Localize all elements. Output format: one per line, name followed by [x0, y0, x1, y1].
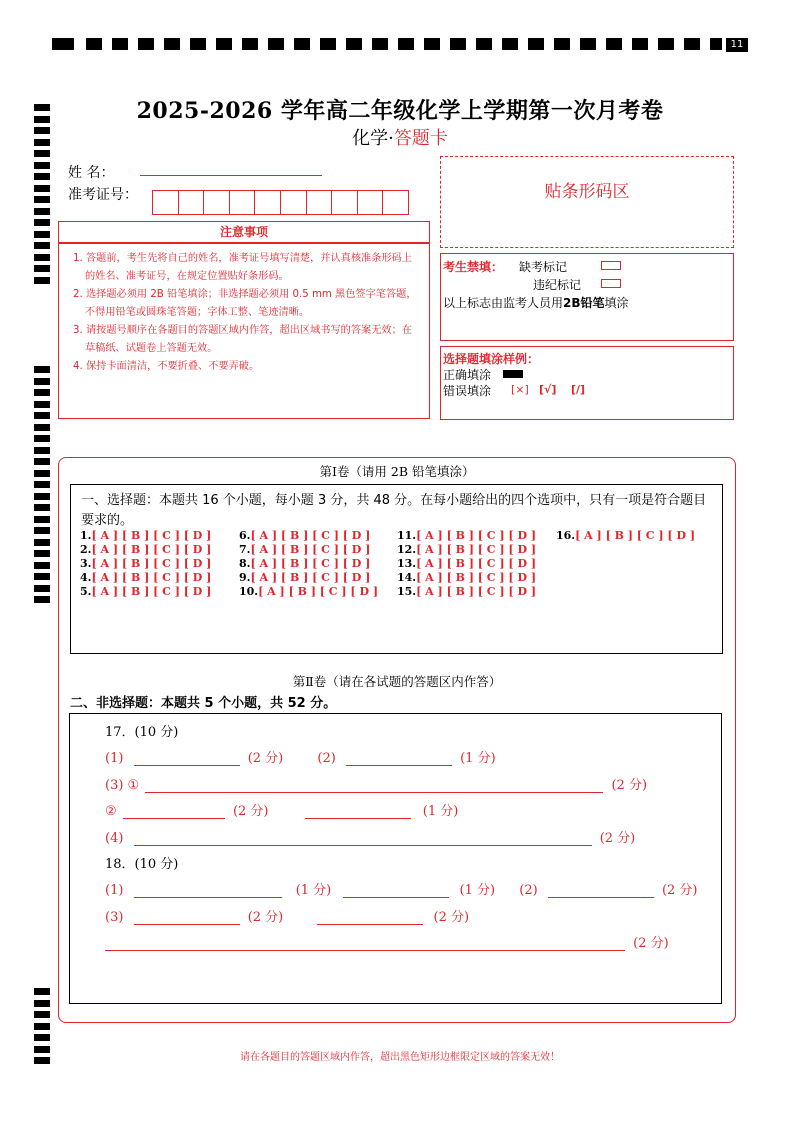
- id-digit-box[interactable]: [331, 190, 358, 215]
- name-label: 姓 名：: [68, 165, 115, 181]
- mc-question-row[interactable]: 15.[ A ] [ B ] [ C ] [ D ]: [397, 585, 537, 598]
- violation-mark-label: 违纪标记: [533, 278, 582, 292]
- timing-mark: [34, 254, 50, 261]
- timing-mark: [34, 447, 50, 454]
- mc-question-row[interactable]: 5.[ A ] [ B ] [ C ] [ D ]: [80, 585, 212, 598]
- id-number-boxes[interactable]: [152, 190, 408, 215]
- page-title: 2025-2026 学年高二年级化学上学期第一次月考卷: [136, 98, 664, 124]
- q18-p4-score: (2 分): [633, 936, 669, 951]
- q18-p4-blank[interactable]: [105, 937, 625, 951]
- fill-example-box: [440, 346, 734, 420]
- q17-header: 17．(10 分): [105, 725, 179, 740]
- footer-warning: 请在各题目的答题区域内作答，超出黑色矩形边框限定区域的答案无效！: [240, 1052, 560, 1063]
- q17-p2-score: (1 分): [460, 751, 496, 766]
- timing-mark: [34, 412, 50, 419]
- timing-mark: [34, 585, 50, 592]
- subtitle-subject: 化学·: [352, 128, 394, 149]
- timing-mark: [34, 366, 50, 373]
- proctor-note: [443, 294, 629, 311]
- q18-p1b-score: (1 分): [459, 883, 496, 898]
- mc-question-row[interactable]: 14.[ A ] [ B ] [ C ] [ D ]: [397, 571, 537, 584]
- wrong-fill-label: 错误填涂: [443, 384, 492, 398]
- timing-mark: [34, 162, 50, 169]
- timing-mark: [34, 458, 50, 465]
- q17-p4-blank[interactable]: [134, 832, 592, 846]
- timing-mark: [34, 242, 50, 249]
- timing-mark: [34, 1034, 50, 1041]
- timing-mark: [34, 504, 50, 511]
- page-number: 11: [726, 38, 748, 52]
- mc-question-row[interactable]: 9.[ A ] [ B ] [ C ] [ D ]: [239, 571, 371, 584]
- timing-mark: [34, 470, 50, 477]
- mc-question-row[interactable]: 12.[ A ] [ B ] [ C ] [ D ]: [397, 543, 537, 556]
- q17-row-2: [105, 774, 647, 793]
- mc-column-3: [397, 529, 536, 599]
- timing-mark: [34, 1000, 50, 1007]
- q18-p3b-blank[interactable]: [317, 911, 423, 925]
- mc-column-2: [239, 529, 378, 599]
- q17-p1-blank[interactable]: [134, 752, 240, 766]
- timing-mark: [34, 481, 50, 488]
- mc-question-row[interactable]: 4.[ A ] [ B ] [ C ] [ D ]: [80, 571, 212, 584]
- timing-mark: [34, 539, 50, 546]
- timing-mark: [34, 378, 50, 385]
- part1-title: 第Ⅰ卷（请用 2B 铅笔填涂）: [319, 464, 475, 479]
- mc-question-row[interactable]: 16.[ A ] [ B ] [ C ] [ D ]: [556, 529, 696, 542]
- q17-p3b-label: ②: [105, 804, 117, 819]
- mc-question-row[interactable]: 10.[ A ] [ B ] [ C ] [ D ]: [239, 585, 379, 598]
- proctor-note-prefix: 以上标志由监考人员用: [443, 296, 564, 310]
- wrong-mark-x: [×]: [511, 383, 529, 396]
- q18-p1-label: (1): [105, 883, 124, 898]
- q18-p2-blank[interactable]: [548, 884, 654, 898]
- q18-row-3: [105, 932, 669, 951]
- q18-p3-label: (3): [105, 910, 124, 925]
- timing-mark: [34, 424, 50, 431]
- timing-mark: [34, 596, 50, 603]
- id-digit-box[interactable]: [152, 190, 179, 215]
- fill-example-heading: 选择题填涂样例：: [443, 352, 540, 366]
- timing-mark: [34, 185, 50, 192]
- proctor-only-box: [440, 253, 734, 341]
- q17-row-3: [105, 800, 458, 819]
- mc-question-row[interactable]: 13.[ A ] [ B ] [ C ] [ D ]: [397, 557, 537, 570]
- q17-p1-label: (1): [105, 751, 124, 766]
- id-digit-box[interactable]: [382, 190, 409, 215]
- mc-question-row[interactable]: 3.[ A ] [ B ] [ C ] [ D ]: [80, 557, 212, 570]
- forbidden-label: 考生禁填：: [443, 260, 504, 274]
- page-subtitle: [0, 124, 800, 150]
- mc-question-row[interactable]: 2.[ A ] [ B ] [ C ] [ D ]: [80, 543, 212, 556]
- id-digit-box[interactable]: [357, 190, 384, 215]
- proctor-note-suffix: 填涂: [604, 296, 629, 310]
- timing-mark: [34, 231, 50, 238]
- q18-p3a-score: (2 分): [247, 910, 284, 925]
- id-digit-box[interactable]: [229, 190, 256, 215]
- correct-fill-sample: [503, 370, 523, 378]
- timing-mark: [34, 1023, 50, 1030]
- timing-mark: [34, 516, 50, 523]
- q18-p1a-blank[interactable]: [134, 884, 282, 898]
- timing-mark: [34, 219, 50, 226]
- name-field[interactable]: [140, 162, 322, 176]
- id-digit-box[interactable]: [203, 190, 230, 215]
- timing-mark: [34, 550, 50, 557]
- q18-p2-score: (2 分): [661, 883, 698, 898]
- id-digit-box[interactable]: [178, 190, 205, 215]
- q17-row-1: [105, 747, 496, 766]
- q18-p1a-score: (1 分): [295, 883, 332, 898]
- timing-mark: [34, 389, 50, 396]
- mc-column-4: [556, 529, 695, 543]
- q17-row-4: [105, 827, 635, 846]
- timing-mark: [34, 173, 50, 180]
- q17-p3-score: (2 分): [611, 778, 648, 793]
- timing-mark: [34, 1011, 50, 1018]
- timing-mark: [34, 493, 50, 500]
- proctor-note-bold: 2B铅笔: [563, 296, 605, 310]
- q18-p1b-blank[interactable]: [343, 884, 449, 898]
- absent-mark-box[interactable]: [601, 261, 621, 270]
- notice-item: 3. 请按题号顺序在各题目的答题区域内作答，超出区域书写的答案无效；在草稿纸、试题卷上答题无效。: [73, 325, 412, 354]
- wrong-mark-slash: [/]: [571, 383, 586, 396]
- timing-mark: [34, 435, 50, 442]
- violation-mark-box[interactable]: [601, 279, 621, 288]
- timing-mark: [34, 401, 50, 408]
- barcode-label: 贴条形码区: [544, 182, 630, 202]
- q18-p3a-blank[interactable]: [134, 911, 240, 925]
- notice-item: 4. 保持卡面清洁，不要折叠、不要弄破。: [73, 361, 260, 372]
- id-label: 准考证号：: [68, 187, 138, 203]
- q17-p3b-score: (2 分): [232, 804, 269, 819]
- mc-column-1: [80, 529, 211, 599]
- barcode-area: [440, 156, 734, 248]
- wrong-mark-check: [√]: [539, 383, 557, 396]
- part1-instruction: 一、选择题：本题共 16 个小题，每小题 3 分，共 48 分。在每小题给出的四个选项中，只有一项是符合题目要求的。: [81, 493, 707, 528]
- mc-question-row[interactable]: 8.[ A ] [ B ] [ C ] [ D ]: [239, 557, 371, 570]
- timing-mark: [34, 265, 50, 272]
- q17-p3b-blank[interactable]: [123, 805, 225, 819]
- q18-p2-label: (2): [519, 883, 538, 898]
- timing-mark: [34, 196, 50, 203]
- q18-p3b-score: (2 分): [433, 910, 470, 925]
- part2-title: 第Ⅱ卷（请在各试题的答题区内作答）: [292, 674, 502, 689]
- id-digit-box[interactable]: [254, 190, 281, 215]
- notice-heading: 注意事项: [58, 221, 430, 243]
- correct-fill-label: 正确填涂: [443, 368, 492, 382]
- mc-question-row[interactable]: 1.[ A ] [ B ] [ C ] [ D ]: [80, 529, 212, 542]
- q17-p3c-blank[interactable]: [305, 805, 411, 819]
- timing-mark: [34, 562, 50, 569]
- timing-mark: [34, 208, 50, 215]
- timing-mark: [34, 277, 50, 284]
- mc-question-row[interactable]: 7.[ A ] [ B ] [ C ] [ D ]: [239, 543, 371, 556]
- q17-p2-label: (2): [317, 751, 336, 766]
- subtitle-answer-sheet: 答题卡: [393, 128, 448, 149]
- q17-p3-label: (3) ①: [105, 778, 140, 793]
- timing-mark: [34, 150, 50, 157]
- part2-instruction: 二、非选择题：本题共 5 个小题，共 52 分。: [70, 696, 337, 711]
- timing-mark: [34, 573, 50, 580]
- absent-mark-label: 缺考标记: [519, 260, 568, 274]
- id-digit-box[interactable]: [306, 190, 333, 215]
- q18-row-2: [105, 906, 469, 925]
- q17-p2-blank[interactable]: [346, 752, 452, 766]
- id-digit-box[interactable]: [280, 190, 307, 215]
- timing-mark: [34, 527, 50, 534]
- mc-question-row[interactable]: 11.[ A ] [ B ] [ C ] [ D ]: [397, 529, 537, 542]
- q18-header: 18．(10 分): [105, 857, 179, 872]
- mc-question-row[interactable]: 6.[ A ] [ B ] [ C ] [ D ]: [239, 529, 371, 542]
- notice-body: [58, 243, 430, 419]
- notice-item: 1. 答题前，考生先将自己的姓名，准考证号填写清楚，并认真核准条形码上的姓名、准考证号，在规定位置贴好条形码。: [73, 253, 412, 282]
- q18-row-1: [105, 879, 698, 898]
- timing-mark: [34, 988, 50, 995]
- q17-p3c-score: (1 分): [422, 804, 459, 819]
- q17-p4-label: (4): [105, 831, 124, 846]
- notice-item: 2. 选择题必须用 2B 铅笔填涂；非选择题必须用 0.5 mm 黑色签字笔答题，不得用铅笔或圆珠笔答题；字体工整、笔迹清晰。: [73, 289, 417, 318]
- q17-p4-score: (2 分): [599, 831, 636, 846]
- q17-p3-blank[interactable]: [145, 779, 603, 793]
- q17-p1-score: (2 分): [247, 751, 284, 766]
